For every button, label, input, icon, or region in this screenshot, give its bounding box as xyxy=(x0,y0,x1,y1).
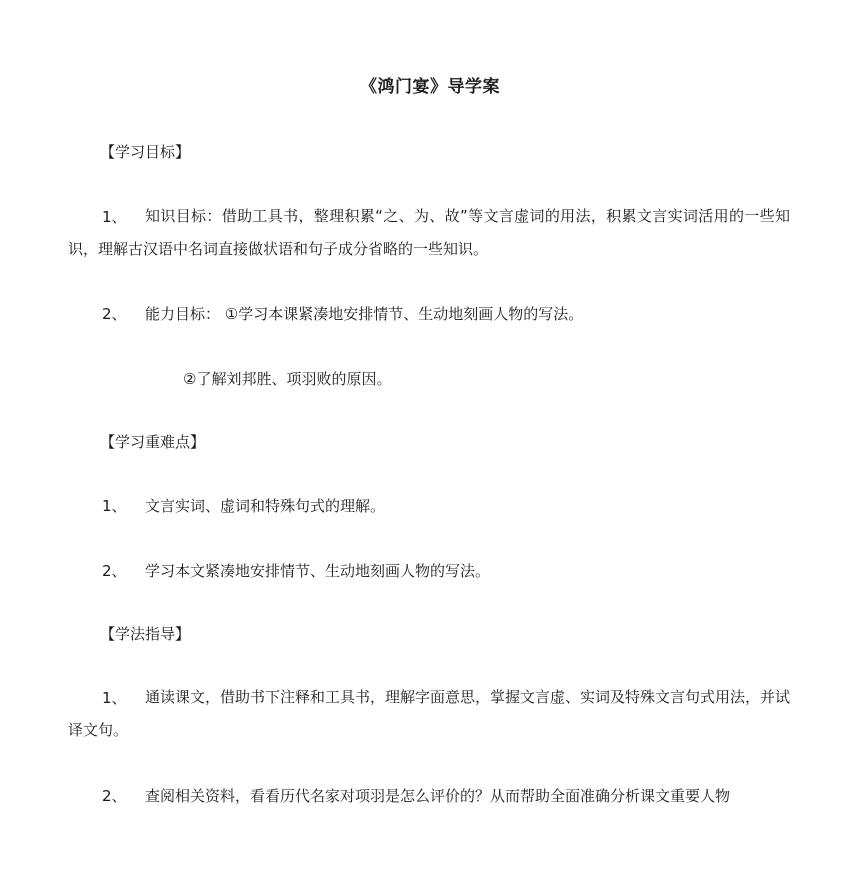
section-heading-keypoints: 【学习重难点】 xyxy=(100,433,206,451)
keypoint-1-text: 文言实词、虚词和特殊句式的理解。 xyxy=(145,497,386,515)
keypoint-2-number: 2、 xyxy=(102,562,127,580)
section-heading-method: 【学法指导】 xyxy=(100,625,191,643)
goal-1-text: 知识目标：借助工具书，整理积累“之、为、故”等文言虚词的用法，积累文言实词活用的一些知识，理解古汉语中名词直接做状语和句子成分省略的一些知识。 xyxy=(68,207,790,258)
method-2-number: 2、 xyxy=(102,787,127,805)
page-title: 《鸿门宴》导学案 xyxy=(360,77,500,97)
goal-2-number: 2、 xyxy=(102,305,127,323)
method-1-text: 通读课文，借助书下注释和工具书，理解字面意思，掌握文言虚、实词及特殊文言句式用法，并试译文句。 xyxy=(68,688,791,739)
goal-2-subtext: ②了解刘邦胜、项羽败的原因。 xyxy=(183,370,392,388)
goal-1-number: 1、 xyxy=(102,208,127,226)
section-heading-goals: 【学习目标】 xyxy=(100,143,191,161)
keypoint-1-number: 1、 xyxy=(102,497,127,515)
method-1-number: 1、 xyxy=(102,689,127,707)
goal-2-text: 能力目标： ①学习本课紧凑地安排情节、生动地刻画人物的写法。 xyxy=(145,305,584,323)
method-2-text: 查阅相关资料，看看历代名家对项羽是怎么评价的？从而帮助全面准确分析课文重要人物 xyxy=(145,787,731,805)
keypoint-2-text: 学习本文紧凑地安排情节、生动地刻画人物的写法。 xyxy=(145,562,491,580)
